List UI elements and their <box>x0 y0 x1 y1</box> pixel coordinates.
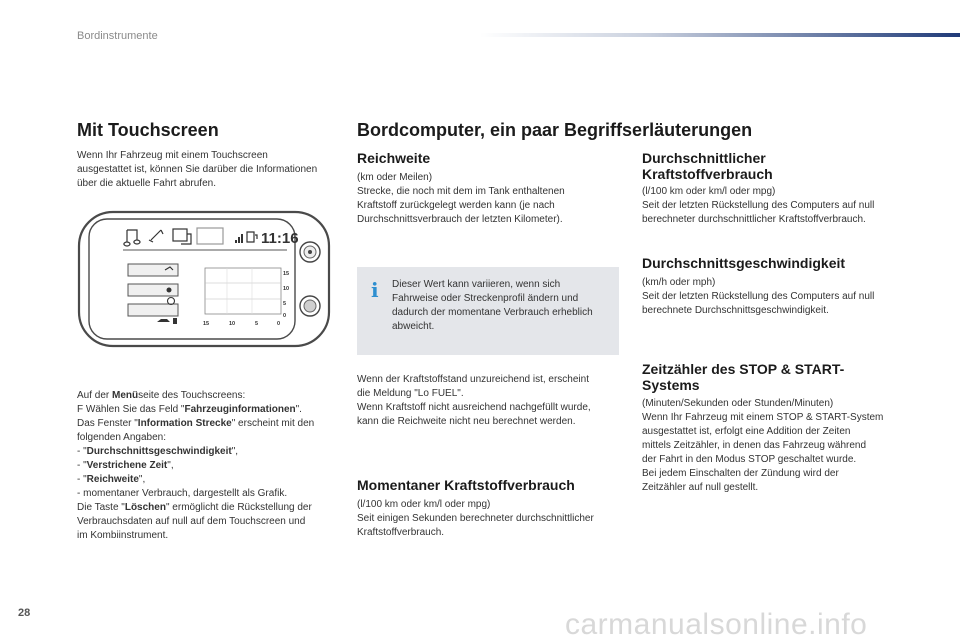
lower-knob-icon <box>300 296 320 316</box>
left-body: Auf der Menüseite des Touchscreens: F Wählen Sie das Feld "Fahrzeuginformationen". Das Fenster "Information Strecke" erscheint mit den folgenden Angaben: - "Durchschnittsgeschwindigkeit", - "Verstrichene Zeit", - "Reichweite", - momentaner Verbrauch, dargestellt als Grafik. Die Taste "Löschen" ermöglicht die Rückstellung der Verbrauchsdaten auf null auf dem Touchscreen und im Kombiinstrument. <box>77 390 315 541</box>
svg-text:5: 5 <box>255 321 259 327</box>
momentan-text: (l/100 km oder km/l oder mpg) Seit einigen Sekunden berechneter durchschnittlicher Kraftstoffverbrauch. <box>357 499 594 538</box>
header-section-label: Bordinstrumente <box>77 30 158 42</box>
durchverbrauch-heading: Durchschnittlicher Kraftstoffverbrauch <box>642 150 773 182</box>
main-section-title: Bordcomputer, ein paar Begriffserläuterungen <box>357 120 753 140</box>
stopstart-heading: Zeitzähler des STOP & START- Systems <box>642 361 845 393</box>
svg-text:5: 5 <box>283 301 287 307</box>
svg-text:10: 10 <box>283 286 290 292</box>
intro-line: Wenn Ihr Fahrzeug mit einem Touchscreen <box>77 150 268 161</box>
info-row-speed <box>128 264 178 276</box>
durchgeschw-text: (km/h oder mph) Seit der letzten Rückstellung des Computers auf null berechnete Durchschnittsgeschwindigkeit. <box>642 277 875 316</box>
touchscreen-illustration <box>77 210 331 350</box>
info-row-time <box>128 304 178 316</box>
watermark: carmanualsonline.info <box>565 608 868 641</box>
reichweite-text: (km oder Meilen) Strecke, die noch mit dem im Tank enthaltenen Kraftstoff zurückgelegt werden kann (je nach Durchschnittsverbrauch der letzten Kilometer). <box>357 172 565 225</box>
svg-text:15: 15 <box>283 271 290 277</box>
info-note-text: Dieser Wert kann variieren, wenn sich Fahrweise oder Streckenprofil ändern und dadurch der momentane Verbrauch erheblich abweicht. <box>392 279 593 332</box>
svg-text:0: 0 <box>277 321 281 327</box>
stopstart-text: (Minuten/Sekunden oder Stunden/Minuten) Wenn Ihr Fahrzeug mit einem STOP & START-System ausgestattet ist, erfolgt eine Addition der Zeiten mittels Zeitzähler, in denen das Fahrzeug während der Fahrt in den Modus STOP geschaltet wurde. Bei jedem Einschalten der Zündung wird der Zeitzähler auf null gestellt. <box>642 398 884 493</box>
durchgeschw-heading: Durchschnittsgeschwindigkeit <box>642 255 846 271</box>
gauge-icon <box>167 288 172 293</box>
upper-knob-icon <box>300 242 320 262</box>
screen-clock: 11:16 <box>261 230 299 247</box>
intro-line: ausgestattet ist, können Sie darüber die Informationen <box>77 164 318 175</box>
left-section-title: Mit Touchscreen <box>77 120 219 140</box>
info-icon: i <box>371 278 379 302</box>
page-number: 28 <box>18 607 31 619</box>
reichweite-heading: Reichweite <box>357 150 431 166</box>
momentan-heading: Momentaner Kraftstoffverbrauch <box>357 477 575 493</box>
svg-text:15: 15 <box>203 321 210 327</box>
svg-text:10: 10 <box>229 321 236 327</box>
svg-text:0: 0 <box>283 313 287 319</box>
intro-line: über die aktuelle Fahrt abrufen. <box>77 178 216 189</box>
durchverbrauch-text: (l/100 km oder km/l oder mpg) Seit der letzten Rückstellung des Computers auf null berechneter durchschnittlicher Kraftstoffverbrauch. <box>642 186 875 225</box>
left-intro <box>77 149 317 191</box>
lofuel-text: Wenn der Kraftstoffstand unzureichend ist, erscheint die Meldung "Lo FUEL". Wenn Kraftstoff nicht ausreichend nachgefüllt wurde, kann die Reichweite nicht neu berechnet werden. <box>357 374 591 427</box>
header-gradient-bar <box>480 33 960 37</box>
